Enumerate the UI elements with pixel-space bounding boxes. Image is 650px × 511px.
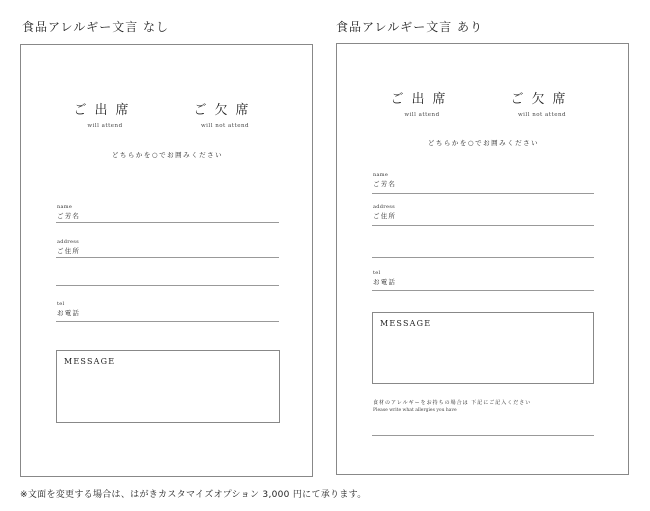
tel-field-2 — [373, 270, 396, 286]
tel-en-label: tel — [57, 301, 65, 307]
address-en-label-2: address — [373, 204, 395, 210]
tel-field — [57, 301, 80, 317]
absent-option-2[interactable] — [502, 88, 582, 118]
address-en-label: address — [57, 239, 79, 245]
address-field — [57, 239, 80, 255]
name-field-2 — [373, 172, 396, 188]
attend-ja-2: ご出席 — [390, 92, 454, 107]
tel-ja-label-2: お電話 — [373, 278, 397, 286]
attend-en-2: will attend — [404, 112, 440, 118]
reply-card-with-allergy — [336, 43, 629, 475]
tel-line-2[interactable] — [372, 290, 594, 291]
allergy-instruction — [373, 399, 613, 413]
address-line-1[interactable] — [56, 257, 279, 258]
circle-instruction-2: どちらかを○でお囲みください — [427, 139, 540, 147]
name-field — [57, 204, 80, 220]
right-section-label: 食品アレルギー文言 あり — [336, 20, 484, 34]
footnote: ※文面を変更する場合は、はがきカスタマイズオプション 3,000 円にて承ります。 — [20, 490, 367, 500]
message-box[interactable] — [56, 350, 280, 423]
allergy-ja: 食材のアレルギーをお持ちの場合は 下記にご記入ください — [373, 400, 532, 406]
address-field-2 — [373, 204, 396, 220]
absent-option[interactable] — [185, 99, 265, 129]
absent-ja-2: ご欠席 — [510, 92, 574, 107]
tel-ja-label: お電話 — [57, 309, 81, 317]
allergy-line[interactable] — [372, 435, 594, 436]
allergy-en: Please write what allergies you have — [373, 408, 457, 413]
tel-en-label-2: tel — [373, 270, 381, 276]
name-ja-label-2: ご芳名 — [373, 180, 397, 188]
name-line-2[interactable] — [372, 193, 594, 194]
left-section-label: 食品アレルギー文言 なし — [22, 20, 170, 34]
message-box-2[interactable] — [372, 312, 594, 384]
absent-en-2: will not attend — [517, 112, 567, 118]
message-label-2: MESSAGE — [380, 319, 432, 328]
address-line-2-2[interactable] — [372, 257, 594, 258]
name-en-label-2: name — [373, 172, 389, 178]
address-line-1-2[interactable] — [372, 225, 594, 226]
attend-ja: ご出席 — [73, 103, 137, 118]
absent-ja: ご欠席 — [193, 103, 257, 118]
attend-en: will attend — [87, 123, 123, 129]
address-line-2[interactable] — [56, 285, 279, 286]
reply-card-without-allergy — [20, 44, 313, 477]
tel-line[interactable] — [56, 321, 279, 322]
name-en-label: name — [57, 204, 73, 210]
attend-option[interactable] — [65, 99, 145, 129]
name-line[interactable] — [56, 222, 279, 223]
attend-option-2[interactable] — [382, 88, 462, 118]
message-label: MESSAGE — [64, 357, 116, 366]
circle-instruction: どちらかを○でお囲みください — [111, 151, 224, 159]
name-ja-label: ご芳名 — [57, 212, 81, 220]
address-ja-label-2: ご住所 — [373, 212, 397, 220]
address-ja-label: ご住所 — [57, 247, 81, 255]
absent-en: will not attend — [200, 123, 250, 129]
